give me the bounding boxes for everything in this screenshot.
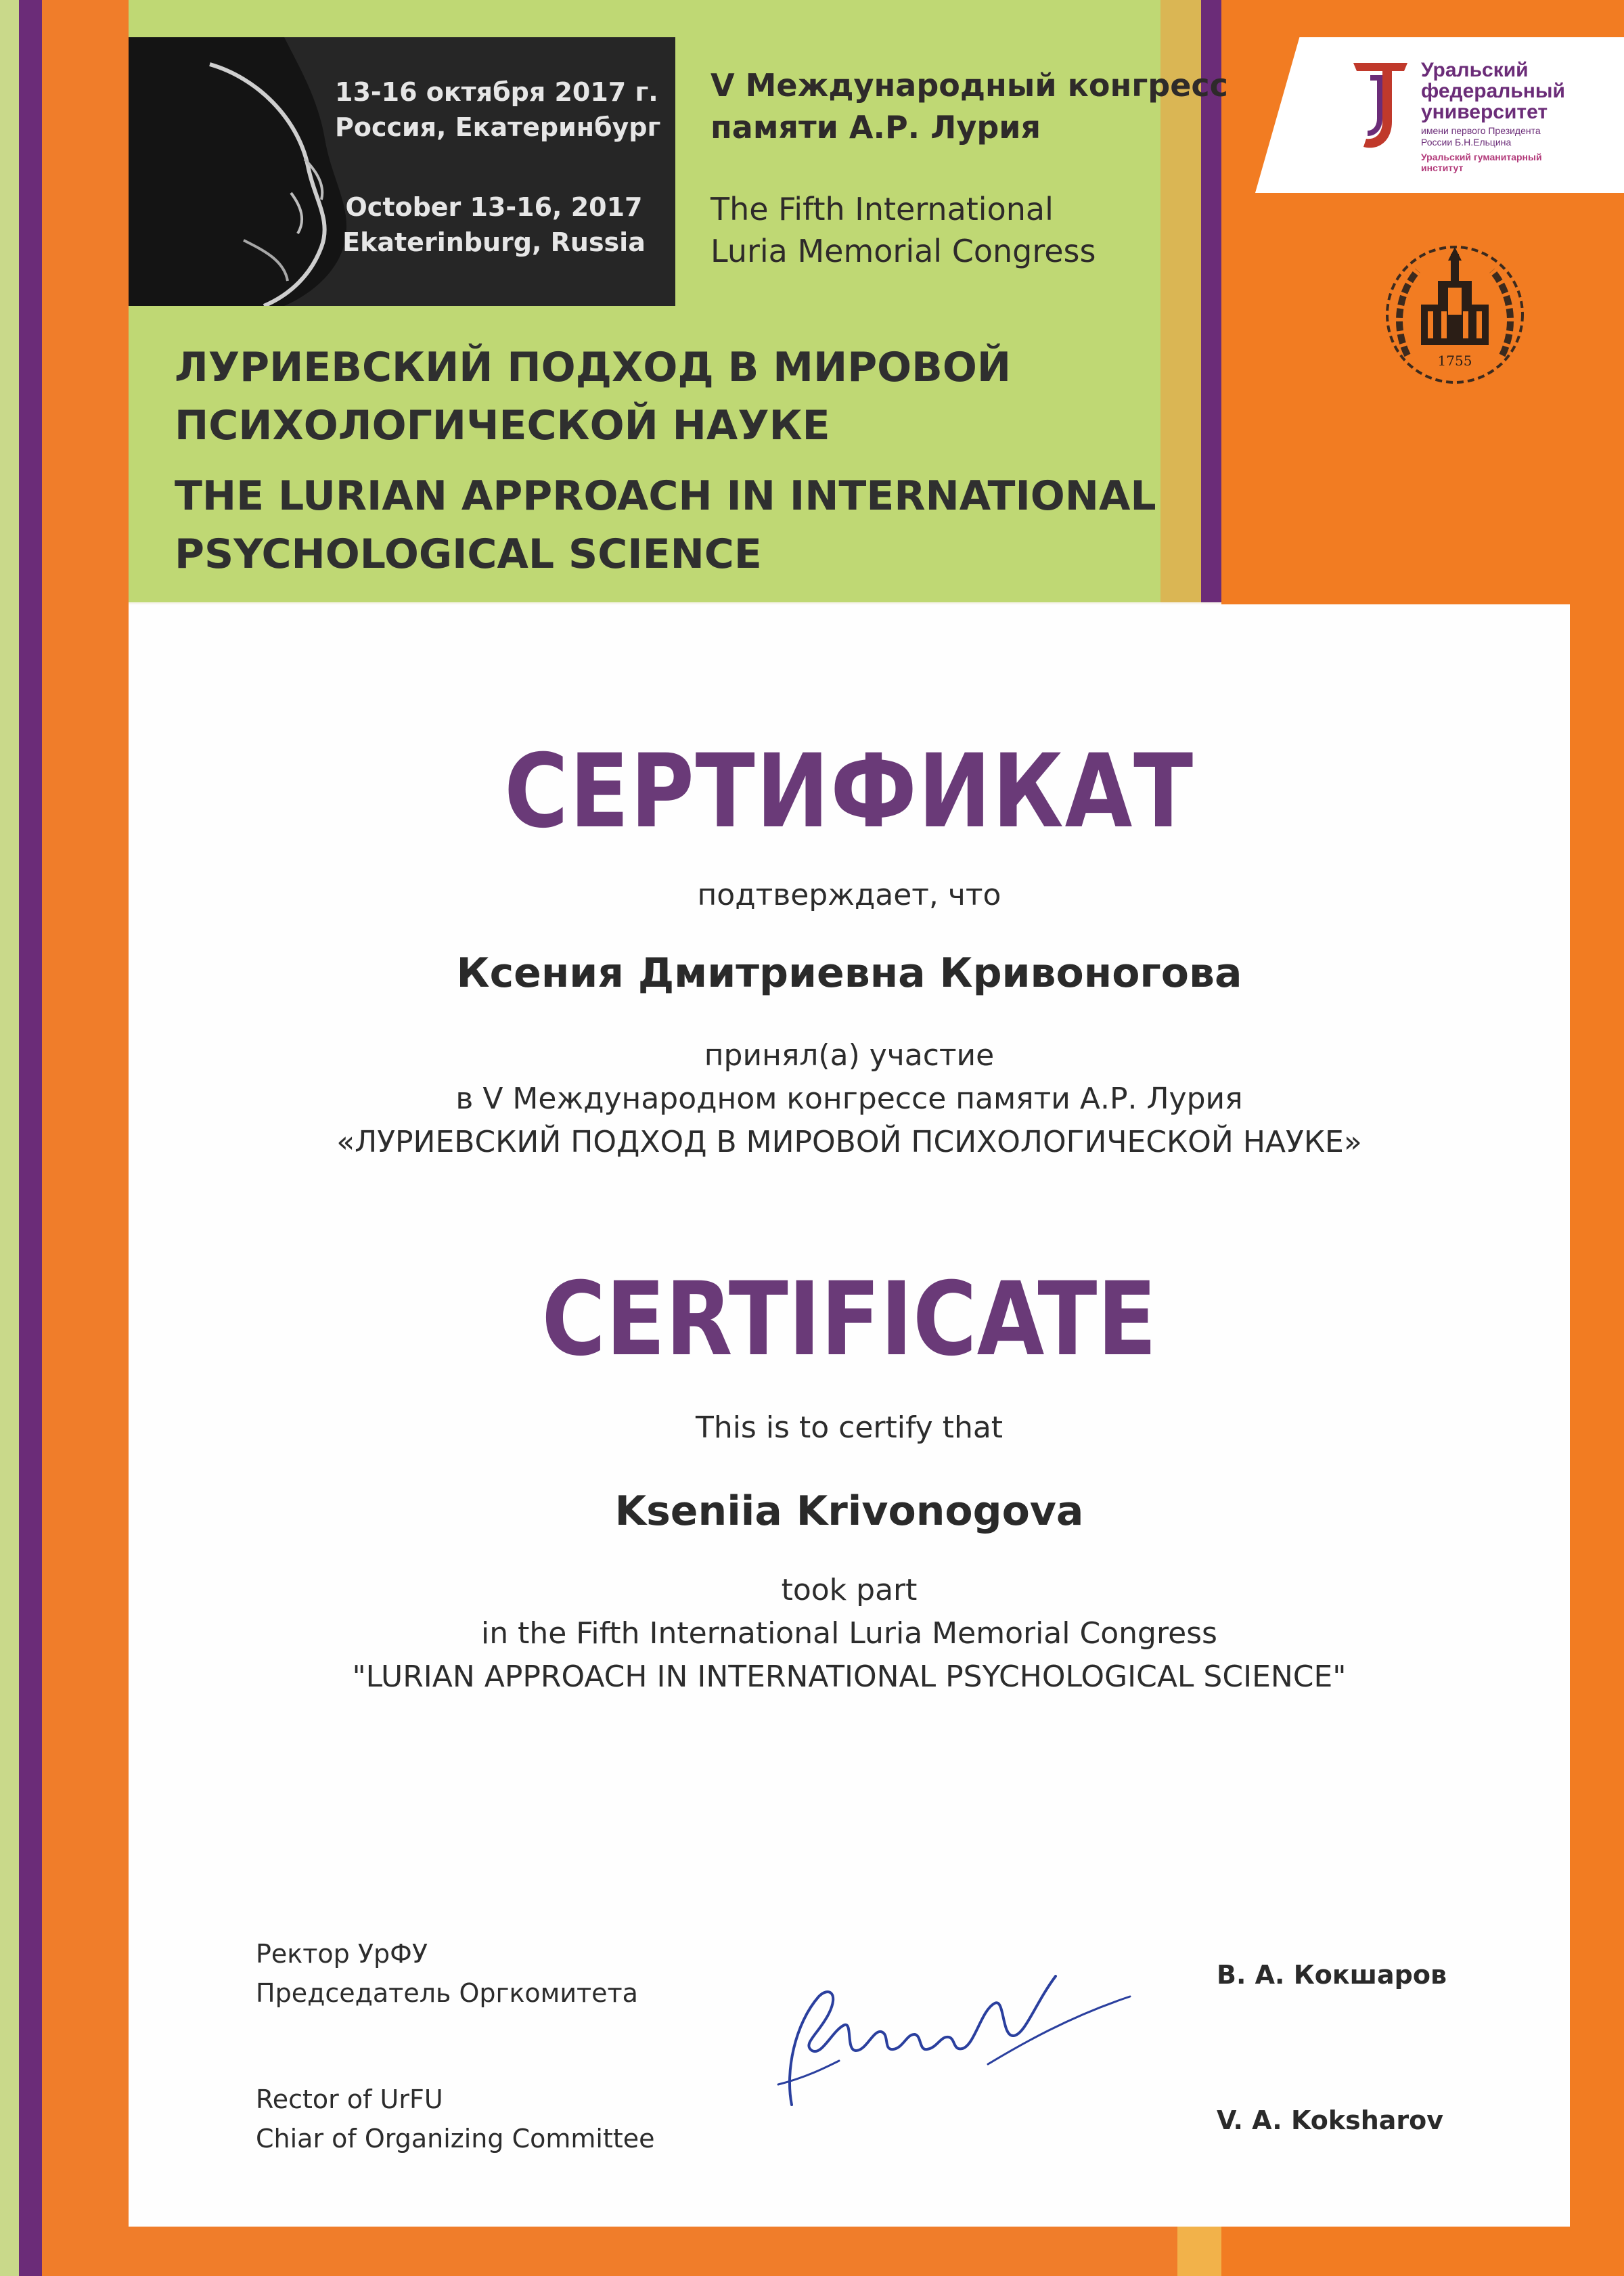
dates-ru-line: 13-16 октября 2017 г. (335, 77, 658, 107)
urfu-name-line: Уральский (1421, 59, 1529, 81)
bottom-orange-band (129, 2227, 1221, 2276)
dates-ru (335, 74, 661, 145)
emblem-year: 1755 (1437, 353, 1472, 369)
msu-emblem-icon (1380, 240, 1529, 389)
signatory-title-ru-line: Председатель Оргкомитета (256, 1978, 638, 2008)
theme-ru-line: ПСИХОЛОГИЧЕСКОЙ НАУКЕ (175, 402, 830, 449)
signatory-title-ru (256, 1934, 638, 2013)
congress-en-line: Luria Memorial Congress (710, 233, 1096, 269)
participation-text-ru (129, 1034, 1570, 1164)
urfu-sub-line: России Б.Н.Ельцина (1421, 137, 1512, 148)
theme-en-line: PSYCHOLOGICAL SCIENCE (175, 531, 762, 578)
participation-ru-line: принял(а) участие (704, 1038, 995, 1073)
left-orange-band (42, 0, 129, 2276)
participation-ru-line: в V Международном конгрессе памяти А.Р. Лурия (455, 1081, 1243, 1116)
confirms-text-ru: подтверждает, что (697, 878, 1001, 912)
congress-ru-line: памяти А.Р. Лурия (710, 109, 1041, 146)
certify-text-en: This is to certify that (695, 1410, 1003, 1445)
recipient-name-en: Kseniia Krivonogova (614, 1488, 1084, 1535)
participation-en-line: took part (781, 1573, 918, 1607)
participation-ru-line: «ЛУРИЕВСКИЙ ПОДХОД В МИРОВОЙ ПСИХОЛОГИЧЕСКОЙ НАУКЕ» (336, 1125, 1362, 1159)
signatory-name-ru: В. А. Кокшаров (1217, 1960, 1447, 1990)
dates-en (335, 189, 653, 260)
left-green-band (0, 0, 19, 2276)
bottom-yellow-band (1177, 2227, 1221, 2276)
congress-title-en (710, 188, 1096, 272)
congress-title-ru (710, 64, 1228, 148)
urfu-sub-line: имени первого Президента (1421, 125, 1541, 136)
signatory-name-en: V. A. Koksharov (1217, 2105, 1444, 2135)
congress-theme-en (175, 467, 1156, 583)
left-purple-band (19, 0, 42, 2276)
signatory-title-en-line: Rector of UrFU (256, 2084, 443, 2114)
congress-ru-line: V Международный конгресс (710, 67, 1228, 104)
urfu-institute-line: Уральский гуманитарный (1421, 152, 1542, 162)
signatory-title-en (256, 2080, 655, 2158)
congress-en-line: The Fifth International (710, 191, 1054, 227)
recipient-name-ru: Ксения Дмитриевна Кривоногова (456, 950, 1242, 997)
certificate-title-en: CERTIFICATE (541, 1261, 1157, 1379)
handwritten-signature (765, 1949, 1144, 2125)
congress-theme-ru (175, 338, 1011, 455)
dates-en-line: October 13-16, 2017 (345, 192, 643, 222)
urfu-name (1421, 60, 1565, 122)
urfu-subtitle (1421, 125, 1541, 148)
urfu-institute (1421, 152, 1542, 173)
urfu-name-line: университет (1421, 101, 1548, 123)
participation-text-en (129, 1569, 1570, 1699)
dates-en-line: Ekaterinburg, Russia (342, 227, 646, 257)
urfu-name-line: федеральный (1421, 80, 1565, 102)
dates-ru-line: Россия, Екатеринбург (335, 112, 661, 142)
certificate-title-ru: СЕРТИФИКАТ (504, 733, 1194, 851)
urfu-logo-icon (1350, 58, 1411, 152)
theme-ru-line: ЛУРИЕВСКИЙ ПОДХОД В МИРОВОЙ (175, 344, 1012, 391)
participation-en-line: in the Fifth International Luria Memorial Congress (481, 1616, 1217, 1651)
urfu-institute-line: институт (1421, 162, 1464, 173)
theme-en-line: THE LURIAN APPROACH IN INTERNATIONAL (175, 472, 1156, 520)
signatory-title-en-line: Chiar of Organizing Committee (256, 2124, 655, 2154)
participation-en-line: "LURIAN APPROACH IN INTERNATIONAL PSYCHOLOGICAL SCIENCE" (352, 1659, 1347, 1694)
signatory-title-ru-line: Ректор УрФУ (256, 1939, 428, 1969)
